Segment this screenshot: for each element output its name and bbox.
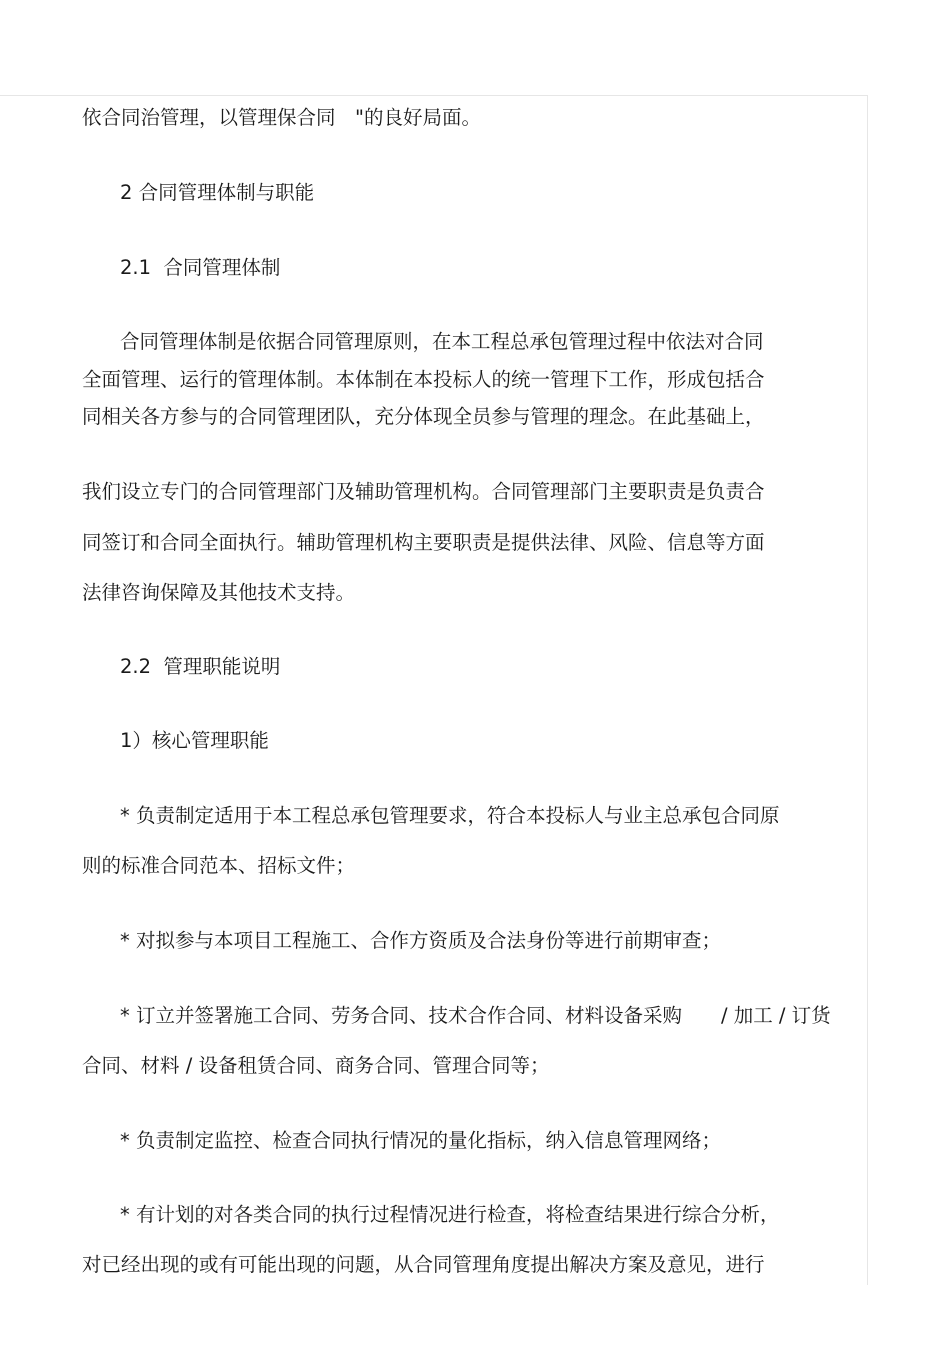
paragraph-line: 我们设立专门的合同管理部门及辅助管理机构。合同管理部门主要职责是负责合 <box>82 480 765 503</box>
list-item-continuation: 对已经出现的或有可能出现的问题，从合同管理角度提出解决方案及意见，进行 <box>82 1253 765 1276</box>
list-heading: 1）核心管理职能 <box>120 729 269 752</box>
list-item: * 对拟参与本项目工程施工、合作方资质及合法身份等进行前期审查； <box>120 929 721 952</box>
paragraph-line: 法律咨询保障及其他技术支持。 <box>82 581 356 604</box>
paragraph-line: 全面管理、运行的管理体制。本体制在本投标人的统一管理下工作，形成包括合 <box>82 368 765 391</box>
list-item-continuation: 则的标准合同范本、招标文件； <box>82 854 356 877</box>
list-item-continuation: 合同、材料 / 设备租赁合同、商务合同、管理合同等； <box>82 1054 550 1077</box>
paragraph-line: 同签订和合同全面执行。辅助管理机构主要职责是提供法律、风险、信息等方面 <box>82 531 765 554</box>
list-item: * 负责制定监控、检查合同执行情况的量化指标，纳入信息管理网络； <box>120 1129 721 1152</box>
subsection-heading: 2.1 合同管理体制 <box>120 256 281 279</box>
list-item: * 订立并签署施工合同、劳务合同、技术合作合同、材料设备采购 / 加工 / 订货 <box>120 1004 831 1027</box>
paragraph-line: 同相关各方参与的合同管理团队，充分体现全员参与管理的理念。在此基础上， <box>82 405 765 428</box>
list-item: * 负责制定适用于本工程总承包管理要求，符合本投标人与业主总承包合同原 <box>120 804 780 827</box>
paragraph-line: 依合同治管理，以管理保合同 "的良好局面。 <box>82 106 481 129</box>
paragraph-line: 合同管理体制是依据合同管理原则，在本工程总承包管理过程中依法对合同 <box>120 330 764 353</box>
list-item: * 有计划的对各类合同的执行过程情况进行检查，将检查结果进行综合分析， <box>120 1203 780 1226</box>
subsection-heading: 2.2 管理职能说明 <box>120 655 281 678</box>
section-heading: 2 合同管理体制与职能 <box>120 181 315 204</box>
